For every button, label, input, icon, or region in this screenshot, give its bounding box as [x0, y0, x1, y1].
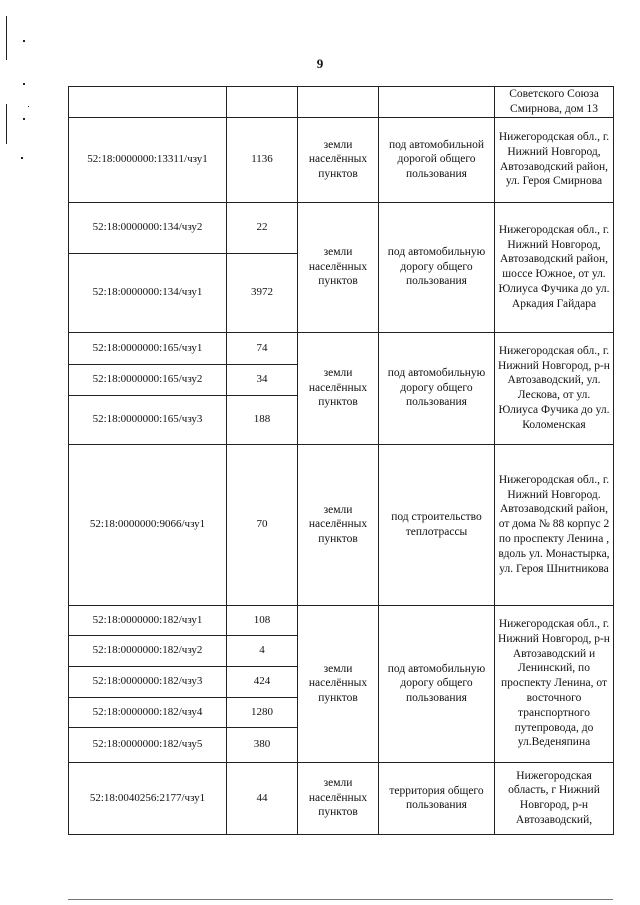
address-cell: Нижегородская обл., г. Нижний Новгород, Автозаводский район, шоссе Южное, от ул. Юлиуса Фучика до ул. Аркадия Гайдара	[495, 202, 614, 332]
address-cell: Советского Союза Смирнова, дом 13	[495, 87, 614, 118]
cadastral-number-cell: 52:18:0000000:182/чзу5	[69, 727, 227, 762]
area-cell: 3972	[227, 253, 298, 332]
cell-empty	[379, 87, 495, 118]
address-cell: Нижегородская область, г Нижний Новгород, р-н Автозаводский,	[495, 762, 614, 834]
address-cell: Нижегородская обл., г. Нижний Новгород, Автозаводский район, ул. Героя Смирнова	[495, 117, 614, 202]
permitted-use-cell: под строительство теплотрассы	[379, 444, 495, 605]
permitted-use-cell: под автомобильную дорогу общего пользования	[379, 332, 495, 444]
cadastral-number-cell: 52:18:0000000:134/чзу2	[69, 202, 227, 253]
cadastral-number-cell: 52:18:0000000:182/чзу2	[69, 635, 227, 666]
permitted-use-cell: под автомобильную дорогу общего пользования	[379, 605, 495, 762]
area-cell: 188	[227, 395, 298, 444]
margin-line-mid	[6, 104, 7, 144]
area-cell: 108	[227, 605, 298, 635]
margin-line-top	[6, 16, 7, 60]
cadastral-number-cell: 52:18:0000000:134/чзу1	[69, 253, 227, 332]
area-cell: 22	[227, 202, 298, 253]
area-cell: 380	[227, 727, 298, 762]
cadastral-number-cell: 52:18:0000000:165/чзу2	[69, 364, 227, 395]
margin-dot	[21, 157, 23, 159]
land-category-cell: земли населённых пунктов	[298, 202, 379, 332]
margin-dot	[23, 40, 25, 42]
cadastral-number-cell: 52:18:0000000:182/чзу1	[69, 605, 227, 635]
cell-empty	[69, 87, 227, 118]
land-category-cell: земли населённых пунктов	[298, 762, 379, 834]
area-cell: 4	[227, 635, 298, 666]
margin-dot	[23, 83, 25, 85]
table-row	[69, 444, 614, 605]
page-number: 9	[316, 56, 324, 71]
table-row	[69, 605, 614, 635]
margin-dot	[28, 106, 29, 107]
address-cell: Нижегородская обл., г. Нижний Новгород, р-н Автозаводский, ул. Лескова, от ул. Юлиуса Фучика до ул. Коломенская	[495, 332, 614, 444]
permitted-use-cell: под автомобильной дорогой общего пользования	[379, 117, 495, 202]
land-category-cell: земли населённых пунктов	[298, 444, 379, 605]
area-cell: 44	[227, 762, 298, 834]
cadastral-number-cell: 52:18:0000000:165/чзу3	[69, 395, 227, 444]
area-cell: 70	[227, 444, 298, 605]
table-row	[69, 202, 614, 253]
permitted-use-cell: под автомобильную дорогу общего пользования	[379, 202, 495, 332]
table-row	[69, 87, 614, 118]
land-plots-table	[68, 86, 614, 835]
area-cell: 424	[227, 666, 298, 697]
cadastral-number-cell: 52:18:0000000:9066/чзу1	[69, 444, 227, 605]
permitted-use-cell: территория общего пользования	[379, 762, 495, 834]
area-cell: 34	[227, 364, 298, 395]
address-cell: Нижегородская обл., г. Нижний Новгород, р-н Автозаводский и Ленинский, по проспекту Ленина, от восточного транспортного путепровода, до ул.Веденяпина	[495, 605, 614, 762]
area-cell: 1280	[227, 697, 298, 727]
cadastral-number-cell: 52:18:0000000:182/чзу4	[69, 697, 227, 727]
table-row	[69, 117, 614, 202]
table-row	[69, 332, 614, 364]
land-category-cell: земли населённых пунктов	[298, 332, 379, 444]
cadastral-number-cell: 52:18:0000000:165/чзу1	[69, 332, 227, 364]
area-cell: 74	[227, 332, 298, 364]
cadastral-number-cell: 52:18:0000000:13311/чзу1	[69, 117, 227, 202]
cell-empty	[227, 87, 298, 118]
table-row	[69, 762, 614, 834]
cadastral-number-cell: 52:18:0040256:2177/чзу1	[69, 762, 227, 834]
margin-dot	[23, 118, 25, 120]
page-bottom-edge	[68, 899, 613, 900]
area-cell: 1136	[227, 117, 298, 202]
cell-empty	[298, 87, 379, 118]
cadastral-number-cell: 52:18:0000000:182/чзу3	[69, 666, 227, 697]
land-category-cell: земли населённых пунктов	[298, 117, 379, 202]
land-category-cell: земли населённых пунктов	[298, 605, 379, 762]
address-cell: Нижегородская обл., г. Нижний Новгород. Автозаводский район, от дома № 88 корпус 2 по проспекту Ленина , вдоль ул. Монастырка, ул. Героя Шнитникова	[495, 444, 614, 605]
